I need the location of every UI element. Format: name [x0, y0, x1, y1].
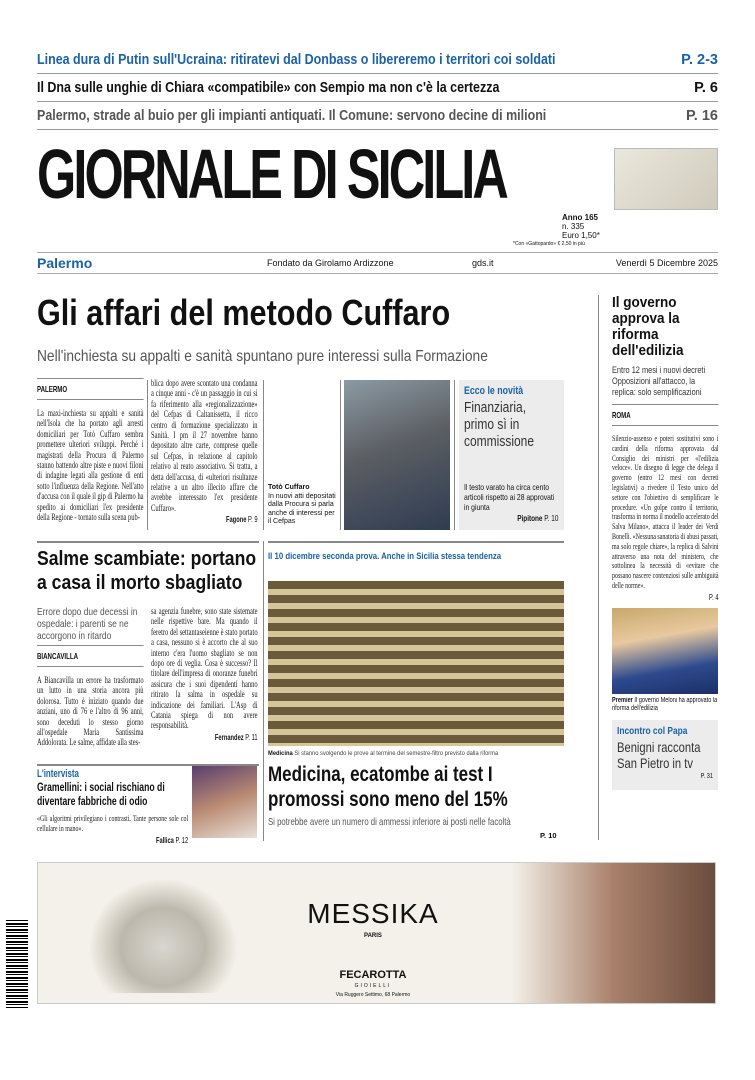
masthead-info: Anno 165 n. 335 Euro 1,50* [562, 213, 600, 240]
lead-col2: blica dopo avere scontato una condanna a cinque anni - c'è un passaggio in cui si fa riferimento alla «regionalizzazione» del Cefpas di Caltanissetta, il ricco centro di formazione specializzato in Sanità. I pm il 27 novembre hanno depositato altre carte, comprese quelle sul Cefpas, in relazione al capitolo relativo al reato associativo. Si tratta, a detta dell'accusa, di «ulteriori risultanze relative a un altro illecito affare che avrebbe interessato l'ex presidente Cuffaro». [151, 378, 258, 513]
edilizia-headline[interactable]: Il governo approva la riforma dell'edilizia [612, 294, 684, 359]
teaser-putin[interactable]: Linea dura di Putin sull'Ucraina: ritiratevi dal Donbass o libereremo i territori coi soldati P. 2-3 [37, 46, 718, 74]
masthead-title: GIORNALE DI SICILIA [37, 135, 506, 213]
salme-headline[interactable]: Salme scambiate: portano a casa il morto sbagliato [37, 548, 257, 594]
papa-box[interactable]: Incontro col Papa Benigni racconta San Pietro in tv P. 31 [612, 720, 718, 790]
edilizia-page: P. 4 [709, 592, 719, 602]
cuffaro-photo[interactable] [344, 380, 450, 530]
site-link[interactable]: gds.it [472, 258, 494, 268]
info-bar: Palermo Fondato da Girolamo Ardizzone gds.it Venerdì 5 Dicembre 2025 [37, 252, 718, 274]
lead-headline[interactable]: Gli affari del metodo Cuffaro [37, 292, 451, 333]
medicina-headline[interactable]: Medicina, ecatombe ai test I promossi sono meno del 15% [268, 762, 508, 811]
salme-byline: Fernandez P. 11 [214, 732, 258, 742]
medicina-exam-photo[interactable] [268, 581, 564, 746]
jewelry-ad-thumbnail[interactable] [614, 148, 718, 210]
price-note: *Con «Gattopardo» € 2,50 in più [513, 241, 585, 247]
finanziaria-box[interactable]: Ecco le novità Finanziaria, primo sì in commissione Il testo varato ha circa cento articoli rispetto ai 28 approvati in giunta Pipitone P. 10 [459, 380, 564, 530]
messika-advertisement[interactable]: MESSIKA PARIS FECAROTTA GIOIELLI Via Ruggero Settimo, 68 Palermo [37, 862, 716, 1004]
lead-col1: La maxi-inchiesta su appalti e sanità nell'Isola che ha portato agli arresti domiciliari per Totò Cuffaro sembra promettere ulteriori sviluppi. Perché i magistrati della Procura di Palermo stanno battendo altre piste e nuovi filoni di indagine legati alla gestione di enti sotto l'influenza della Regione. Nell'atto d'accusa con il quale il gip di Palermo ha spedito ai domiciliari l'ex presidente della Regione - tornato sulla scena pub- [37, 408, 144, 523]
teaser-dna[interactable]: Il Dna sulle unghie di Chiara «compatibile» con Sempio ma non c'è la certezza P. 6 [37, 74, 718, 102]
teaser-palermo[interactable]: Palermo, strade al buio per gli impianti antiquati. Il Comune: servono decine di milioni P. 16 [37, 102, 718, 130]
gramellini-photo[interactable] [192, 766, 257, 838]
cuffaro-caption: Totò Cuffaro In nuovi atti depositati dalla Procura si parla anche di interessi per il Cefpas [268, 484, 336, 525]
barcode [6, 920, 28, 1008]
lead-byline: Fagone P. 9 [225, 515, 258, 525]
lead-subhead: Nell'inchiesta su appalti e sanità spuntano pure interessi sulla Formazione [37, 348, 488, 365]
lead-kicker: PALERMO [37, 378, 144, 400]
rings-image [88, 878, 238, 993]
intervista[interactable]: L'intervista Gramellini: i social rischiano di diventare fabbriche di odio «Gli algoritmi privilegiano i contrasti. Tante persone sole col cellulare in mano». Fallica P. 12 [37, 768, 189, 845]
meloni-photo[interactable] [612, 608, 718, 694]
meloni-caption: Premier Il governo Meloni ha approvato la riforma dell'edilizia [612, 696, 718, 713]
medicina-caption: Medicina Si stanno svolgendo le prove al termine del semestre-filtro previsto dalla riforma [268, 750, 499, 757]
